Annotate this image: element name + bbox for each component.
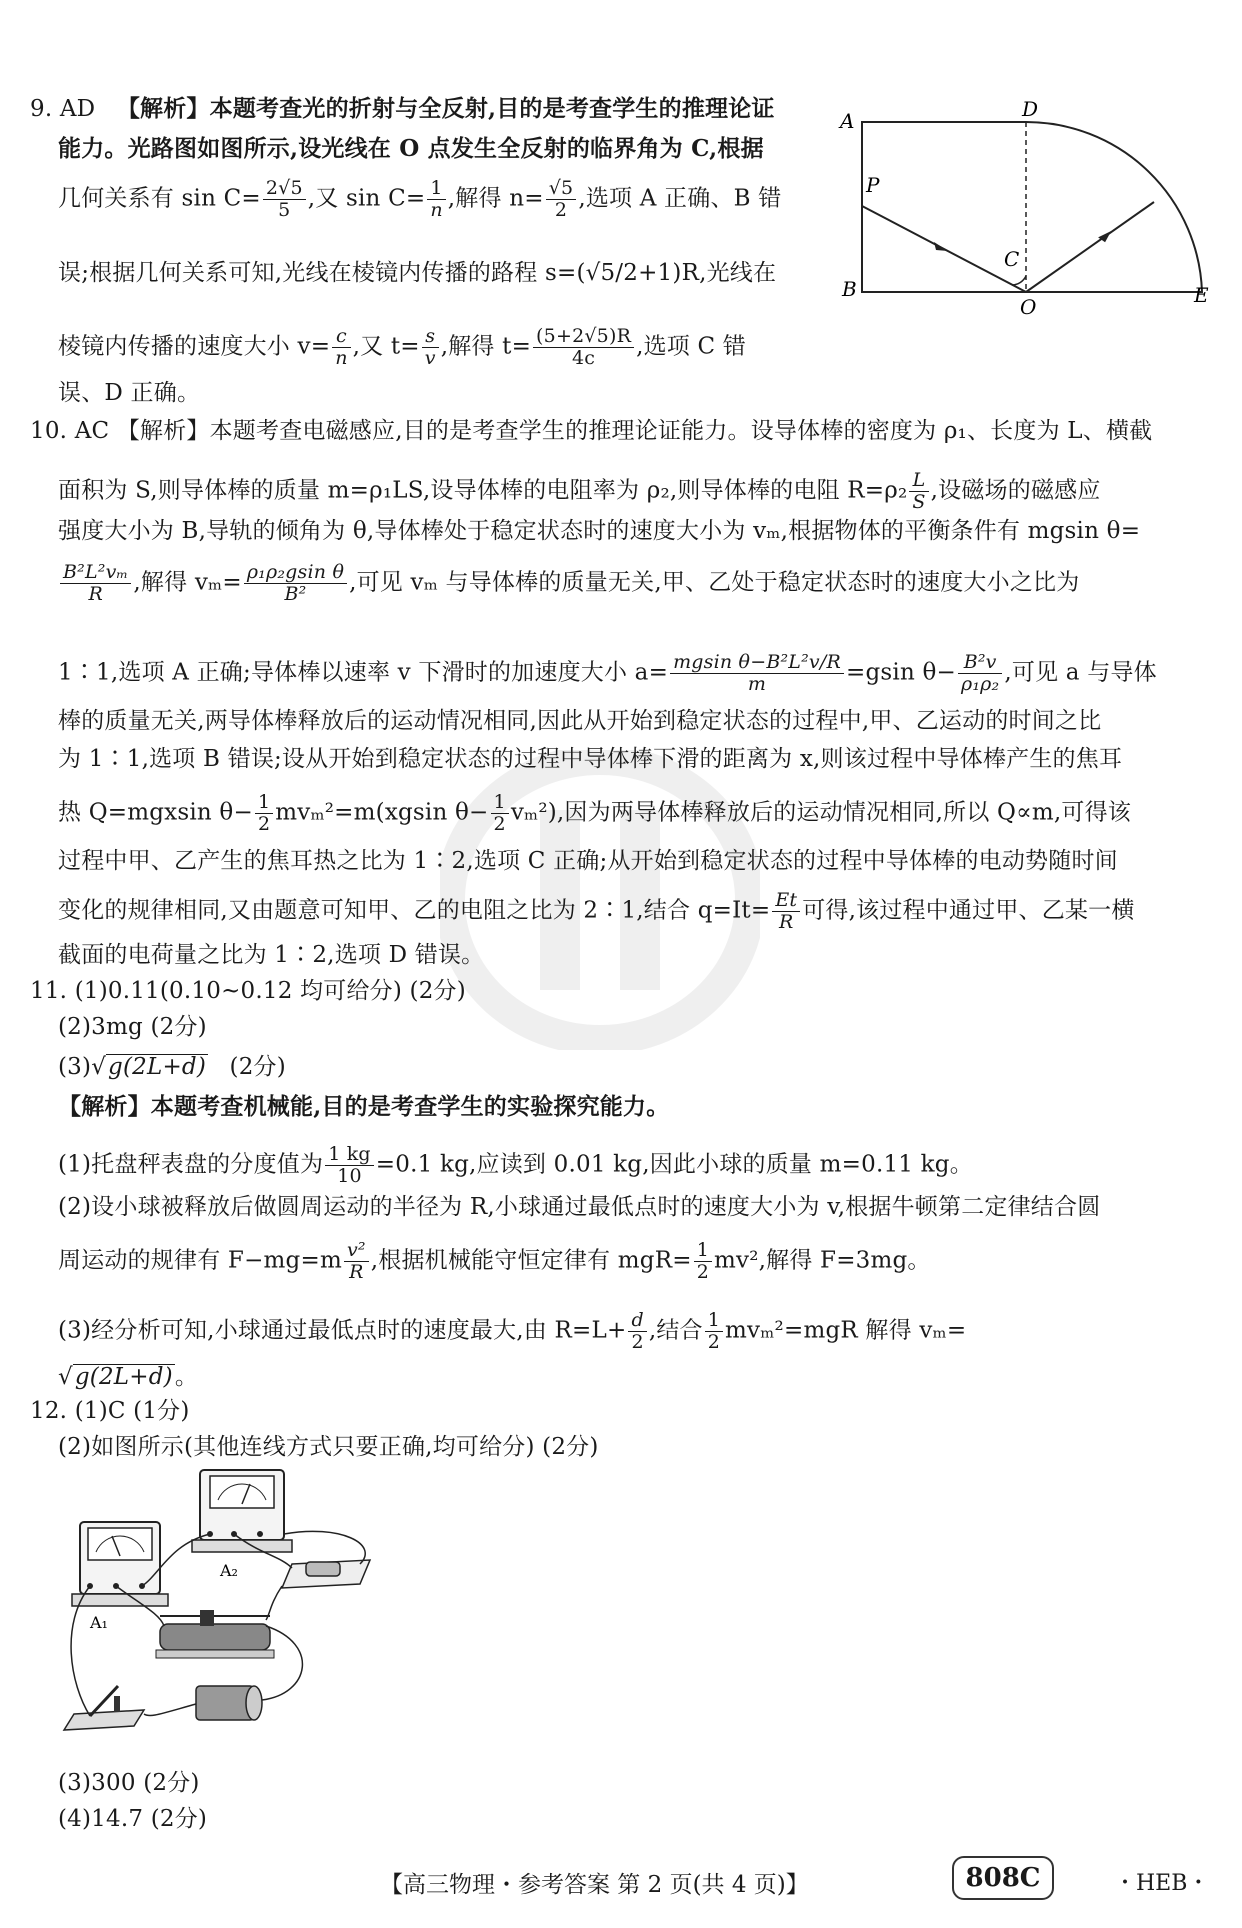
q11-frac-d2-den: 2 (631, 1331, 644, 1353)
q10-l8a: 热 Q=mgxsin θ− (58, 799, 253, 826)
ammeter-a1-icon (72, 1522, 168, 1606)
q10-line-8 (58, 792, 1131, 835)
q10-frac-4 (958, 652, 1002, 695)
q10-frac-half-1-den: 2 (257, 813, 271, 835)
region-tag: ・HEB・ (1114, 1871, 1210, 1896)
q11-frac-v2r-den: R (349, 1261, 364, 1283)
q11-line-9: √g(2L+d)。 (58, 1364, 199, 1390)
q10-frac-2 (244, 562, 347, 605)
fig-label-a: A (840, 109, 855, 133)
q11-frac-kg-num: 1 kg (325, 1144, 374, 1166)
q12-line-4: (4)14.7 (2分) (58, 1806, 208, 1832)
fig-label-o: O (1020, 295, 1037, 316)
q10-l4b: ,可见 vₘ 与导体棒的质量无关,甲、乙处于稳定状态时的速度大小之比为 (349, 569, 1080, 596)
page-footer: 【高三物理・参考答案 第 2 页(共 4 页)】 (380, 1872, 809, 1898)
q10-l8b: mvₘ²=m(xgsin θ− (275, 799, 489, 826)
q10-frac-3-den: m (747, 673, 767, 695)
q10-frac-ls (909, 470, 928, 513)
q11-line-2: (2)3mg (2分) (58, 1014, 207, 1040)
q11-frac-half-2-den: 2 (707, 1331, 721, 1353)
q10-l5b: =gsin θ− (845, 659, 956, 686)
q9-frac-1-den: 5 (278, 199, 291, 221)
q9-analysis-intro: 【解析】本题考查光的折射与全反射,目的是考查学生的推理论证 (116, 95, 775, 122)
q9-frac-5-den: v (424, 347, 436, 369)
q10-line-2 (58, 470, 1101, 513)
q10-frac-4-num: B²v (958, 652, 1002, 674)
q10-l4a: ,解得 vₘ= (133, 569, 242, 596)
q10-line-4 (58, 562, 1079, 605)
q10-frac-5-num: Et (772, 890, 800, 912)
q9-line-4: 误;根据几何关系可知,光线在棱镜内传播的路程 s=(√5/2+1)R,光线在 (58, 260, 777, 286)
q11-l7a: 周运动的规律有 F−mg=m (58, 1247, 342, 1274)
q9-frac-5-num: s (422, 326, 439, 348)
q10-frac-half-2-num: 1 (491, 792, 509, 814)
q11-line-4: 【解析】本题考查机械能,目的是考查学生的实验探究能力。 (58, 1093, 670, 1120)
q10-line-3: 强度大小为 B,导轨的倾角为 θ,导体棒处于稳定状态时的速度大小为 vₘ,根据物体的平衡条件有 mgsin θ= (58, 518, 1141, 544)
fig-label-p: P (866, 173, 880, 197)
q10-line-1: 10. AC 【解析】本题考查电磁感应,目的是考查学生的推理论证能力。设导体棒的密度为 ρ₁、长度为 L、横截 (30, 418, 1153, 444)
q12-line-1: 12. (1)C (1分) (30, 1398, 190, 1424)
q9-frac-4-den: n (335, 347, 348, 369)
q10-line-10 (58, 890, 1135, 933)
q12-line-2: (2)如图所示(其他连线方式只要正确,均可给分) (2分) (58, 1434, 599, 1460)
q10-frac-1 (60, 562, 131, 605)
q11-line-7 (58, 1240, 931, 1283)
q10-l5c: ,可见 a 与导体 (1004, 659, 1157, 686)
q12-circuit-diagram (60, 1464, 400, 1764)
q10-line-9: 过程中甲、乙产生的焦耳热之比为 1∶2,选项 C 正确;从开始到稳定状态的过程中导体棒的电动势随时间 (58, 848, 1118, 874)
q11-frac-v2r (344, 1240, 369, 1283)
q11-frac-half-1 (694, 1240, 712, 1283)
q10-line-11: 截面的电荷量之比为 1∶2,选项 D 错误。 (58, 942, 485, 968)
q11-sqrt-2: g(2L+d) (74, 1364, 173, 1390)
q10-frac-5-den: R (779, 911, 794, 933)
fig-label-b: B (842, 277, 857, 301)
q10-frac-half-1-num: 1 (255, 792, 273, 814)
q11-l7c: mv²,解得 F=3mg。 (713, 1247, 931, 1274)
q9-frac-3 (546, 178, 577, 221)
q11-line-1: 11. (1)0.11(0.10~0.12 均可给分) (2分) (30, 978, 466, 1004)
q10-l2a: 面积为 S,则导体棒的质量 m=ρ₁LS,设导体棒的电阻率为 ρ₂,则导体棒的电阻 R=ρ₂ (58, 477, 908, 504)
q10-frac-3 (670, 652, 844, 695)
q10-l8c: vₘ²),因为两导体棒释放后的运动情况相同,所以 Q∝m,可得该 (510, 799, 1131, 826)
q11-frac-d2 (628, 1310, 646, 1353)
q10-frac-3-num: mgsin θ−B²L²v/R (670, 652, 844, 674)
label-a1: A₁ (90, 1613, 108, 1632)
q10-l10b: 可得,该过程中通过甲、乙某一横 (802, 897, 1135, 924)
q11-frac-kg (325, 1144, 374, 1187)
q9-l3d: ,选项 A 正确、B 错 (578, 185, 782, 212)
q10-frac-4-den: ρ₁ρ₂ (960, 673, 1000, 695)
q11-frac-half-2-num: 1 (705, 1310, 723, 1332)
q9-l5c: ,解得 t= (440, 333, 532, 360)
q9-frac-3-num: √5 (546, 178, 577, 200)
q9-frac-5 (422, 326, 439, 369)
q9-frac-2-num: 1 (427, 178, 445, 200)
q11-frac-half-2 (705, 1310, 723, 1353)
q11-frac-kg-den: 10 (337, 1165, 362, 1187)
q11-frac-v2r-num: v² (344, 1240, 369, 1262)
paper-code-badge: 808C (952, 1856, 1054, 1900)
q11-l8b: ,结合 (648, 1317, 703, 1344)
q9-line-3 (58, 178, 781, 221)
q10-line-7: 为 1∶1,选项 B 错误;设从开始到稳定状态的过程中导体棒下滑的距离为 x,则该过程中导体棒产生的焦耳 (58, 746, 1123, 772)
q11-line-6: (2)设小球被释放后做圆周运动的半径为 R,小球通过最低点时的速度大小为 v,根据牛顿第二定律结合圆 (58, 1194, 1101, 1220)
q10-frac-half-2-den: 2 (493, 813, 506, 835)
q10-line-5 (58, 652, 1157, 695)
q9-l5d: ,选项 C 错 (636, 333, 747, 360)
q11-frac-d2-num: d (628, 1310, 646, 1332)
q9-frac-1-num: 2√5 (263, 178, 306, 200)
q11-line-3: (3)√g(2L+d) (2分) (58, 1054, 286, 1080)
q11-l8a: (3)经分析可知,小球通过最低点时的速度最大,由 R=L+ (58, 1317, 627, 1344)
q11-l9b: 。 (174, 1364, 199, 1390)
q9-frac-4-num: c (332, 326, 350, 348)
q9-l5b: ,又 t= (352, 333, 420, 360)
q11-l3b: (2分) (229, 1054, 286, 1080)
q11-l5a: (1)托盘秤表盘的分度值为 (58, 1151, 324, 1178)
q11-line-8 (58, 1310, 966, 1353)
switch-icon (64, 1686, 144, 1730)
q10-frac-half-1 (255, 792, 273, 835)
q11-l3a: (3) (58, 1054, 92, 1080)
q9-frac-2-den: n (430, 199, 443, 221)
q10-frac-2-num: ρ₁ρ₂gsin θ (244, 562, 347, 584)
q10-line-6: 棒的质量无关,两导体棒释放后的运动情况相同,因此从开始到稳定状态的过程中,甲、乙运动的时间之比 (58, 708, 1102, 734)
q9-line-6: 误、D 正确。 (58, 380, 201, 406)
fig-label-e: E (1194, 283, 1209, 307)
q9-prism-diagram (836, 96, 1216, 316)
q9-line-1 (30, 94, 775, 124)
q9-line-2: 能力。光路图如图所示,设光线在 O 点发生全反射的临界角为 C,根据 (58, 135, 764, 162)
q9-l3a: 几何关系有 sin C= (58, 185, 261, 212)
q10-frac-1-num: B²L²vₘ (60, 562, 131, 584)
label-a2: A₂ (220, 1561, 238, 1580)
q11-l5b: =0.1 kg,应读到 0.01 kg,因此小球的质量 m=0.11 kg。 (375, 1151, 973, 1178)
q11-line-5 (58, 1144, 973, 1187)
q10-frac-5 (772, 890, 800, 933)
rheostat-icon (156, 1610, 274, 1658)
q9-frac-3-den: 2 (554, 199, 568, 221)
q11-l8c: mvₘ²=mgR 解得 vₘ= (725, 1317, 967, 1344)
q10-frac-half-2 (491, 792, 509, 835)
q9-line-5 (58, 326, 746, 369)
q10-l10a: 变化的规律相同,又由题意可知甲、乙的电阻之比为 2∶1,结合 q=It= (58, 897, 771, 924)
q9-l3b: ,又 sin C= (307, 185, 426, 212)
q9-frac-6-num: (5+2√5)R (533, 326, 634, 348)
q10-l2b: ,设磁场的磁感应 (930, 477, 1101, 504)
q11-frac-half-1-den: 2 (696, 1261, 709, 1283)
q9-frac-6 (533, 326, 634, 369)
q9-l5a: 棱镜内传播的速度大小 v= (58, 333, 331, 360)
resistor-icon (282, 1560, 370, 1588)
q9-frac-2 (427, 178, 445, 221)
q12-line-3: (3)300 (2分) (58, 1770, 200, 1796)
q11-frac-half-1-num: 1 (694, 1240, 712, 1262)
q11-l7b: ,根据机械能守恒定律有 mgR= (370, 1247, 692, 1274)
q9-frac-1 (263, 178, 306, 221)
q9-frac-6-den: 4c (571, 347, 596, 369)
battery-icon (196, 1686, 262, 1720)
q9-number: 9. AD (30, 96, 96, 122)
q10-frac-ls-num: L (909, 470, 928, 492)
q9-frac-4 (332, 326, 350, 369)
q9-l3c: ,解得 n= (447, 185, 544, 212)
q10-l5a: 1∶1,选项 A 正确;导体棒以速率 v 下滑时的加速度大小 a= (58, 659, 669, 686)
q10-frac-2-den: B² (284, 583, 307, 605)
q10-frac-ls-den: S (912, 491, 926, 513)
q10-frac-1-den: R (88, 583, 103, 605)
fig-label-d: D (1022, 97, 1039, 121)
q11-sqrt-1: g(2L+d) (108, 1054, 207, 1080)
fig-label-c: C (1004, 247, 1020, 271)
